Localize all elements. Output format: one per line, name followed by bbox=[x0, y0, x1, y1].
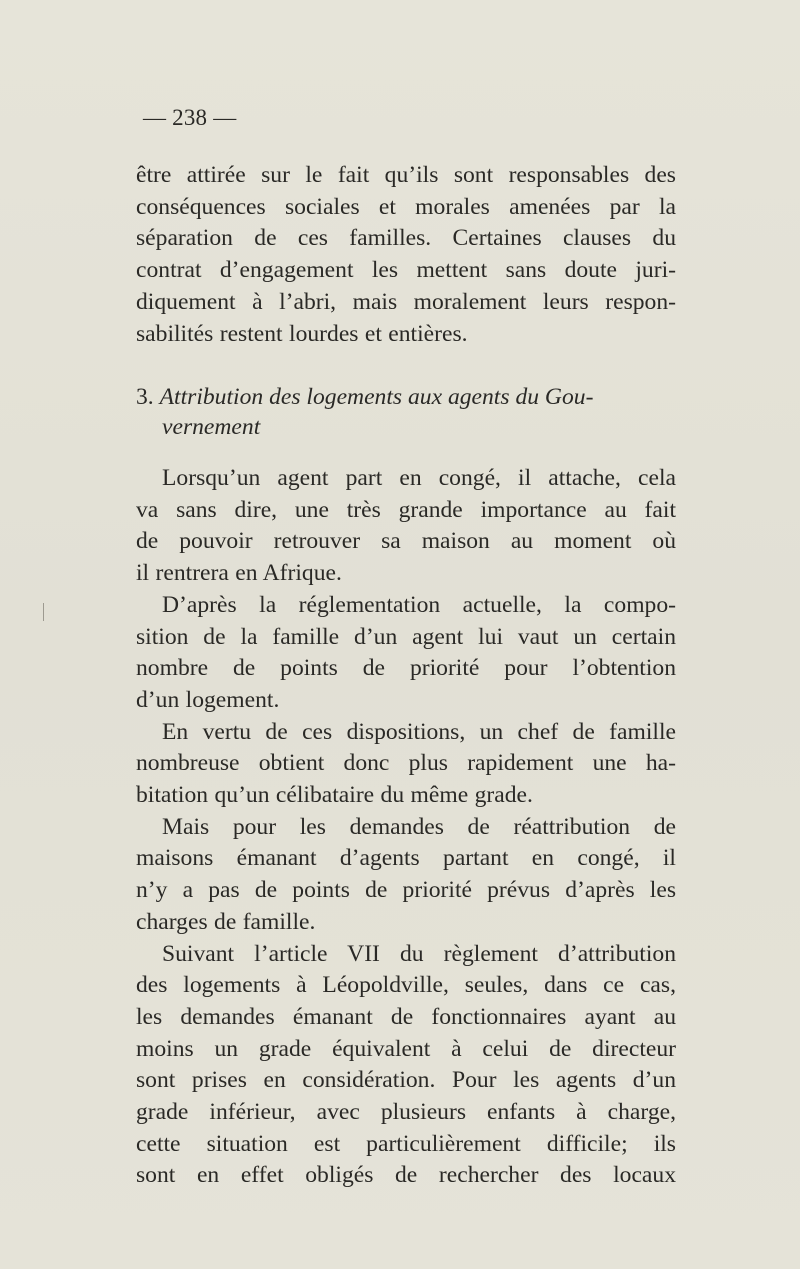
text-line: n’y a pas de points de priorité prévus d’après les bbox=[136, 877, 676, 904]
text-line: diquement à l’abri, mais moralement leurs respon- bbox=[136, 288, 676, 315]
text-line: sition de la famille d’un agent lui vaut un certain bbox=[136, 623, 676, 650]
text-line: Lorsqu’un agent part en congé, il attache, cela bbox=[162, 465, 676, 491]
text-line: Mais pour les demandes de réattribution de bbox=[162, 813, 676, 840]
text-line: de pouvoir retrouver sa maison au moment où bbox=[136, 528, 676, 555]
text-line: maisons émanant d’agents partant en congé, il bbox=[136, 845, 676, 872]
text-line: grade inférieur, avec plusieurs enfants à charge, bbox=[136, 1099, 676, 1126]
text-line: va sans dire, une très grande importance au fait bbox=[136, 496, 676, 523]
section-number: 3. bbox=[136, 384, 154, 410]
text-line: d’un logement. bbox=[136, 686, 280, 713]
section-heading bbox=[136, 382, 676, 442]
page-number: — 238 — bbox=[143, 105, 237, 130]
text-line: cette situation est particulièrement difficile; ils bbox=[136, 1130, 676, 1157]
text-line: bitation qu’un célibataire du même grade. bbox=[136, 782, 533, 809]
intro-paragraph bbox=[136, 160, 676, 350]
text-line: il rentrera en Afrique. bbox=[136, 560, 342, 587]
text-line: En vertu de ces dispositions, un chef de famille bbox=[162, 718, 676, 745]
text-line: des logements à Léopoldville, seules, dans ce cas, bbox=[136, 972, 676, 999]
text-line: contrat d’engagement les mettent sans doute juri- bbox=[136, 257, 676, 284]
text-line: conséquences sociales et morales amenées par la bbox=[136, 193, 676, 220]
text-line: nombre de points de priorité pour l’obtention bbox=[136, 655, 676, 682]
margin-mark bbox=[43, 603, 44, 621]
text-line: nombreuse obtient donc plus rapidement une ha- bbox=[136, 750, 676, 777]
section-title-line2: vernement bbox=[162, 414, 261, 440]
text-line: sont prises en considération. Pour les agents d’un bbox=[136, 1067, 676, 1094]
text-line: sabilités restent lourdes et entières. bbox=[136, 320, 468, 347]
section-title-line1: Attribution des logements aux agents du Gou- bbox=[159, 384, 594, 410]
text-line: être attirée sur le fait qu’ils sont responsables des bbox=[136, 162, 676, 188]
text-line: charges de famille. bbox=[136, 908, 316, 935]
text-line: sont en effet obligés de rechercher des locaux bbox=[136, 1162, 676, 1189]
text-line: D’après la réglementation actuelle, la compo- bbox=[162, 591, 676, 618]
text-line: les demandes émanant de fonctionnaires ayant au bbox=[136, 1003, 676, 1030]
text-line: moins un grade équivalent à celui de directeur bbox=[136, 1035, 676, 1062]
section-body bbox=[136, 463, 676, 1192]
text-line: Suivant l’article VII du règlement d’attribution bbox=[162, 940, 676, 967]
text-line: séparation de ces familles. Certaines clauses du bbox=[136, 225, 676, 252]
